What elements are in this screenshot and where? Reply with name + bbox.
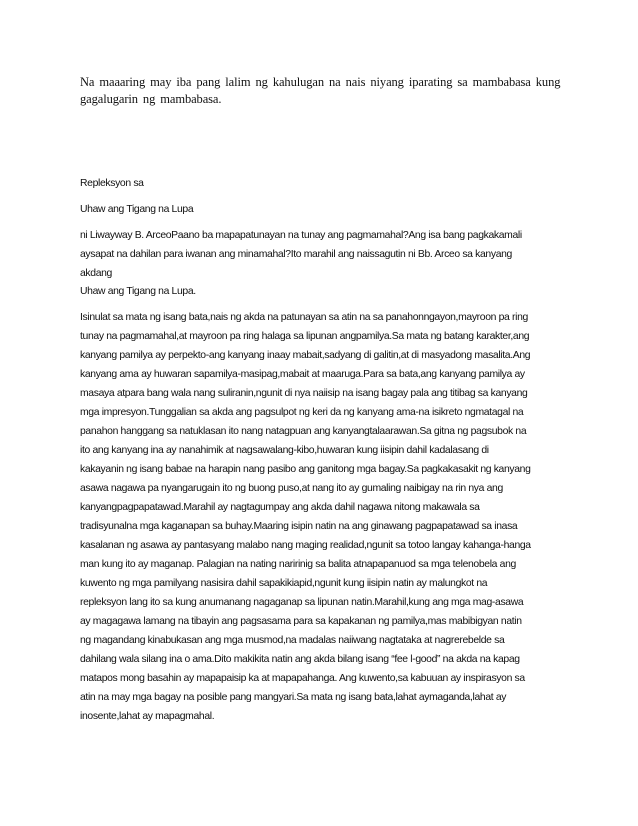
text-line: inosente,lahat ay mapagmahal.: [80, 711, 215, 722]
text-line: mga impresyon.Tunggalian sa akda ang pagsulpot ng keri da ng kanyang ama-na isikreto ngmatagal na: [80, 407, 524, 418]
text-line: atin na may mga bagay na posible pang mangyari.Sa mata ng isang bata,lahat aymaganda,lahat ay: [80, 692, 507, 703]
intro-paragraph: [80, 74, 560, 108]
text-line: akdang: [80, 268, 112, 279]
text-line: ay magagawa lamang na tibayin ang pagsasama para sa kapakanan ng pamilya,mas mabibigyan natin: [80, 616, 522, 627]
paragraph-author-question: [80, 226, 566, 283]
work-title-repeat: Uhaw ang Tigang na Lupa.: [80, 286, 196, 297]
text-line: ng magandang kinabukasan ang mga musmod,na madalas naiiwang nagtataka at nagrerebelde sa: [80, 635, 505, 646]
text-line: Na maaaring may iba pang lalim ng kahulugan na nais niyang iparating sa mambabasa kung: [80, 75, 561, 89]
text-line: tradisyunalna mga kaganapan sa buhay.Maaring isipin natin na ang ginawang pagpapatawad sa inasa: [80, 521, 518, 532]
text-line: ito ang kanyang ina ay nanahimik at nagsawalang-kibo,huwaran kung iisipin dahil kadalasang di: [80, 445, 489, 456]
text-line: kuwento ng mga pamilyang nasisira dahil sapakikiapid,ngunit kung iisipin natin ay malungkot na: [80, 578, 488, 589]
work-title: Uhaw ang Tigang na Lupa: [80, 204, 194, 215]
text-line: gagalugarin ng mambabasa.: [80, 92, 222, 106]
text-line: asawa nagawa pa nyangarugain ito ng buong puso,at nang ito ay gumaling naibigay na rin nya ang: [80, 483, 503, 494]
text-line: man kung ito ay maganap. Palagian na nating naririnig sa balita atnapapanuod sa mga telenobela ang: [80, 559, 516, 570]
text-line: dahilang wala silang ina o ama.Dito makikita natin ang akda bilang isang “fee l-good” na akda na kapag: [80, 654, 520, 665]
text-line: kasalanan ng asawa ay pantasyang malabo nang maging realidad,ngunit sa totoo langay kahanga-hanga: [80, 540, 531, 551]
text-line: Isinulat sa mata ng isang bata,nais ng akda na patunayan sa atin na sa panahonngayon,mayroon pa ring: [80, 312, 528, 323]
text-line: kanyang pamilya ay perpekto-ang kanyang inaay mabait,sadyang di galitin,at di masyadong masalita.Ang: [80, 350, 531, 361]
section-heading: Repleksyon sa: [80, 178, 144, 189]
text-line: panahon hanggang sa natuklasan ito nang natagpuan ang kanyangtalaarawan.Sa gitna ng pagsubok na: [80, 426, 527, 437]
paragraph-reflection: [80, 308, 566, 726]
text-line: tunay na pagmamahal,at mayroon pa ring halaga sa lipunan angpamilya.Sa mata ng batang karakter,ang: [80, 331, 530, 342]
text-line: kanyang ama ay huwaran sapamilya-masipag,mabait at maaruga.Para sa bata,ang kanyang pamilya ay: [80, 369, 525, 380]
text-line: aysapat na dahilan para iwanan ang minamahal?Ito marahil ang naissagutin ni Bb. Arceo sa kanyang: [80, 249, 512, 260]
text-line: matapos mong basahin ay mapapaisip ka at mapapahanga. Ang kuwento,sa kabuuan ay inspirasyon sa: [80, 673, 525, 684]
text-line: ni Liwayway B. ArceoPaano ba mapapatunayan na tunay ang pagmamahal?Ang isa bang pagkakamali: [80, 230, 522, 241]
text-line: masaya atpara bang wala nang suliranin,ngunit di nya naiisip na isang bagay pala ang titibag sa kanyang: [80, 388, 528, 399]
text-line: repleksyon lang ito sa kung anumanang nagaganap sa lipunan natin.Marahil,kung ang mga mag-asawa: [80, 597, 524, 608]
text-line: kanyangpagpapatawad.Marahil ay nagtagumpay ang akda dahil nagawa nitong makawala sa: [80, 502, 480, 513]
text-line: kakayanin ng isang babae na harapin nang pasibo ang ganitong mga bagay.Sa pagkakasakit ng kanyang: [80, 464, 531, 475]
